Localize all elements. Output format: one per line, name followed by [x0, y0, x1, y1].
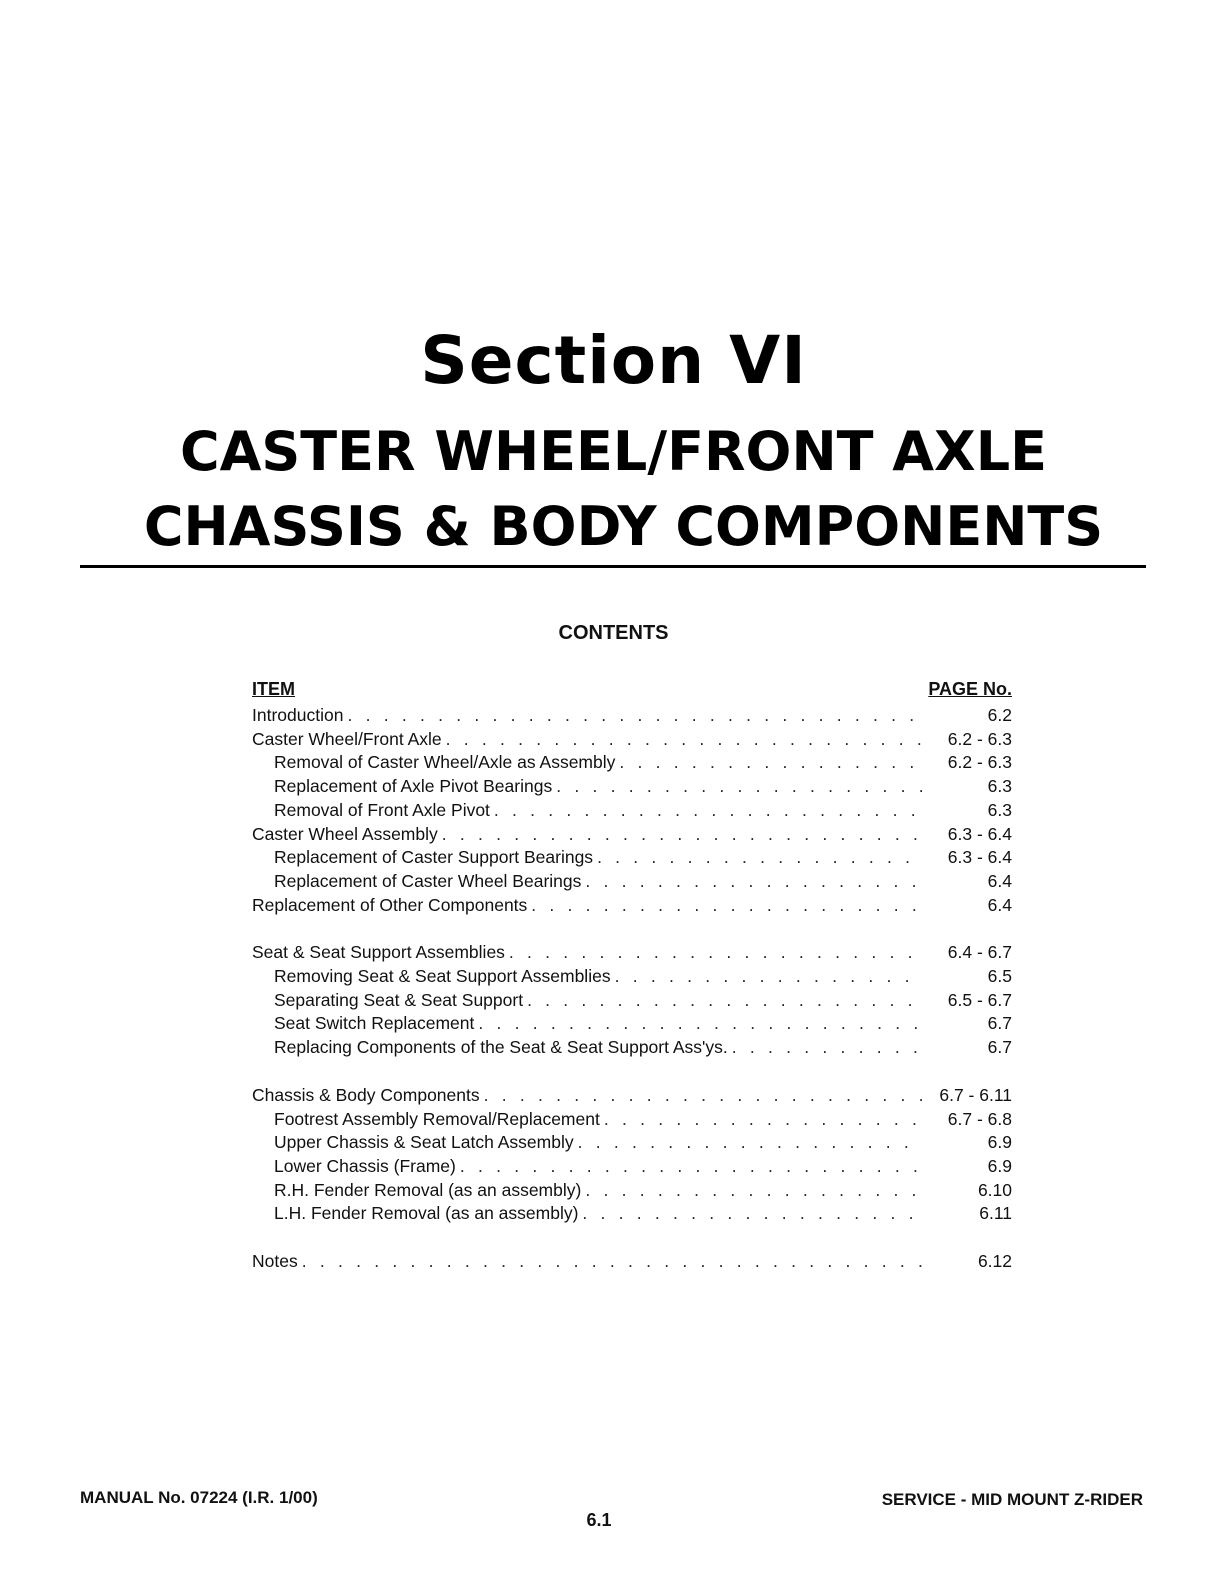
toc-entry-page: 6.3 - 6.4 [947, 823, 1012, 844]
toc-entry [252, 1084, 1012, 1108]
toc-dot-leader [585, 1179, 923, 1203]
toc-dot-leader [604, 1108, 923, 1132]
toc-entry [252, 823, 1012, 847]
toc-dot-leader [619, 751, 923, 775]
section-label: Section VI [420, 322, 807, 399]
toc-entry-label: Replacement of Caster Support Bearings [274, 847, 594, 868]
toc-dot-leader [460, 1155, 923, 1179]
toc-group [252, 704, 1012, 917]
toc-dot-leader [585, 870, 923, 894]
toc-entry [252, 870, 1012, 894]
toc-entry [252, 1036, 1012, 1060]
toc-entry-page: 6.9 [987, 1155, 1012, 1176]
toc-entry-label: Lower Chassis (Frame) [274, 1155, 456, 1176]
toc-entry-label: Caster Wheel/Front Axle [252, 728, 442, 749]
toc-entry [252, 751, 1012, 775]
toc-dot-leader [582, 1202, 923, 1226]
table-of-contents [252, 678, 1012, 1298]
toc-entry [252, 1012, 1012, 1036]
toc-entry-page: 6.3 [987, 799, 1012, 820]
toc-dot-leader [484, 1084, 923, 1108]
toc-entry-page: 6.3 - 6.4 [947, 847, 1012, 868]
footer-product-line: SERVICE - MID MOUNT Z-RIDER [881, 1490, 1143, 1509]
toc-entry-page: 6.12 [977, 1251, 1012, 1272]
toc-entry-label: Replacing Components of the Seat & Seat Support Ass'ys. [274, 1037, 728, 1058]
toc-entry-label: Replacement of Caster Wheel Bearings [274, 870, 582, 891]
toc-dot-leader [478, 1012, 923, 1036]
toc-entry-page: 6.10 [977, 1179, 1012, 1200]
toc-entry [252, 775, 1012, 799]
toc-dot-leader [732, 1036, 923, 1060]
toc-dot-leader [556, 775, 923, 799]
toc-entry-label: Caster Wheel Assembly [252, 823, 438, 844]
page-title-line-1: CASTER WHEEL/FRONT AXLE [179, 420, 1047, 483]
toc-group [252, 1250, 1012, 1274]
toc-entry-label: Introduction [252, 705, 344, 725]
toc-entry [252, 965, 1012, 989]
toc-entry-label: Removal of Caster Wheel/Axle as Assembly [274, 752, 616, 773]
toc-entry-page: 6.2 - 6.3 [947, 752, 1012, 773]
toc-entry-page: 6.11 [979, 1203, 1012, 1224]
toc-entry-page: 6.2 - 6.3 [947, 728, 1012, 749]
toc-entry-label: Seat Switch Replacement [274, 1013, 475, 1034]
toc-entry [252, 728, 1012, 752]
footer-page-number: 6.1 [586, 1510, 612, 1530]
toc-entry-page: 6.5 [987, 966, 1012, 987]
toc-dot-leader [509, 941, 923, 965]
toc-header [252, 678, 1012, 704]
toc-entry [252, 799, 1012, 823]
toc-dot-leader [531, 894, 923, 918]
toc-entry-page: 6.7 - 6.8 [947, 1108, 1012, 1129]
toc-group [252, 941, 1012, 1060]
toc-entry-label: Replacement of Other Components [252, 894, 528, 915]
toc-entry-label: Separating Seat & Seat Support [274, 989, 524, 1010]
toc-entry [252, 989, 1012, 1013]
toc-entry-label: L.H. Fender Removal (as an assembly) [274, 1203, 579, 1224]
toc-entry-page: 6.4 - 6.7 [947, 942, 1012, 963]
toc-group [252, 1084, 1012, 1226]
toc-entry-page: 6.2 [987, 705, 1012, 725]
toc-entry-page: 6.7 [987, 1013, 1012, 1034]
toc-dot-leader [302, 1250, 923, 1274]
toc-entry [252, 1131, 1012, 1155]
toc-entry-page: 6.3 [987, 776, 1012, 797]
toc-entry-page: 6.9 [987, 1132, 1012, 1153]
toc-entry [252, 894, 1012, 918]
footer-manual-number: MANUAL No. 07224 (I.R. 1/00) [80, 1488, 318, 1507]
toc-page-column-header: PAGE No. [928, 679, 1012, 699]
toc-dot-leader [527, 989, 923, 1013]
toc-entry [252, 704, 1012, 728]
toc-dot-leader [597, 846, 923, 870]
toc-dot-leader [347, 704, 923, 728]
toc-entry-label: Upper Chassis & Seat Latch Assembly [274, 1132, 574, 1153]
toc-entry-page: 6.4 [987, 894, 1012, 915]
toc-dot-leader [446, 728, 923, 752]
toc-entry [252, 1250, 1012, 1274]
toc-entry-label: Footrest Assembly Removal/Replacement [274, 1108, 600, 1129]
toc-dot-leader [615, 965, 923, 989]
toc-entry-page: 6.7 - 6.11 [939, 1084, 1012, 1105]
toc-body [252, 704, 1012, 1274]
toc-entry-label: Seat & Seat Support Assemblies [252, 942, 505, 963]
toc-dot-leader [442, 823, 923, 847]
toc-entry [252, 846, 1012, 870]
toc-entry-label: R.H. Fender Removal (as an assembly) [274, 1179, 582, 1200]
toc-entry-label: Removing Seat & Seat Support Assemblies [274, 966, 611, 987]
title-rule [80, 565, 1146, 568]
toc-item-column-header: ITEM [252, 679, 295, 699]
toc-entry [252, 941, 1012, 965]
toc-entry [252, 1155, 1012, 1179]
toc-entry-label: Removal of Front Axle Pivot [274, 799, 490, 820]
toc-entry [252, 1108, 1012, 1132]
toc-dot-leader [578, 1131, 923, 1155]
page-title-line-2: CHASSIS & BODY COMPONENTS [143, 495, 1104, 558]
toc-entry-label: Notes [252, 1251, 298, 1272]
toc-entry-page: 6.4 [987, 870, 1012, 891]
toc-entry [252, 1202, 1012, 1226]
toc-entry [252, 1179, 1012, 1203]
toc-entry-page: 6.7 [987, 1037, 1012, 1058]
toc-entry-page: 6.5 - 6.7 [947, 989, 1012, 1010]
toc-dot-leader [494, 799, 923, 823]
toc-entry-label: Replacement of Axle Pivot Bearings [274, 776, 553, 797]
toc-entry-label: Chassis & Body Components [252, 1084, 480, 1105]
contents-heading: CONTENTS [558, 622, 669, 644]
